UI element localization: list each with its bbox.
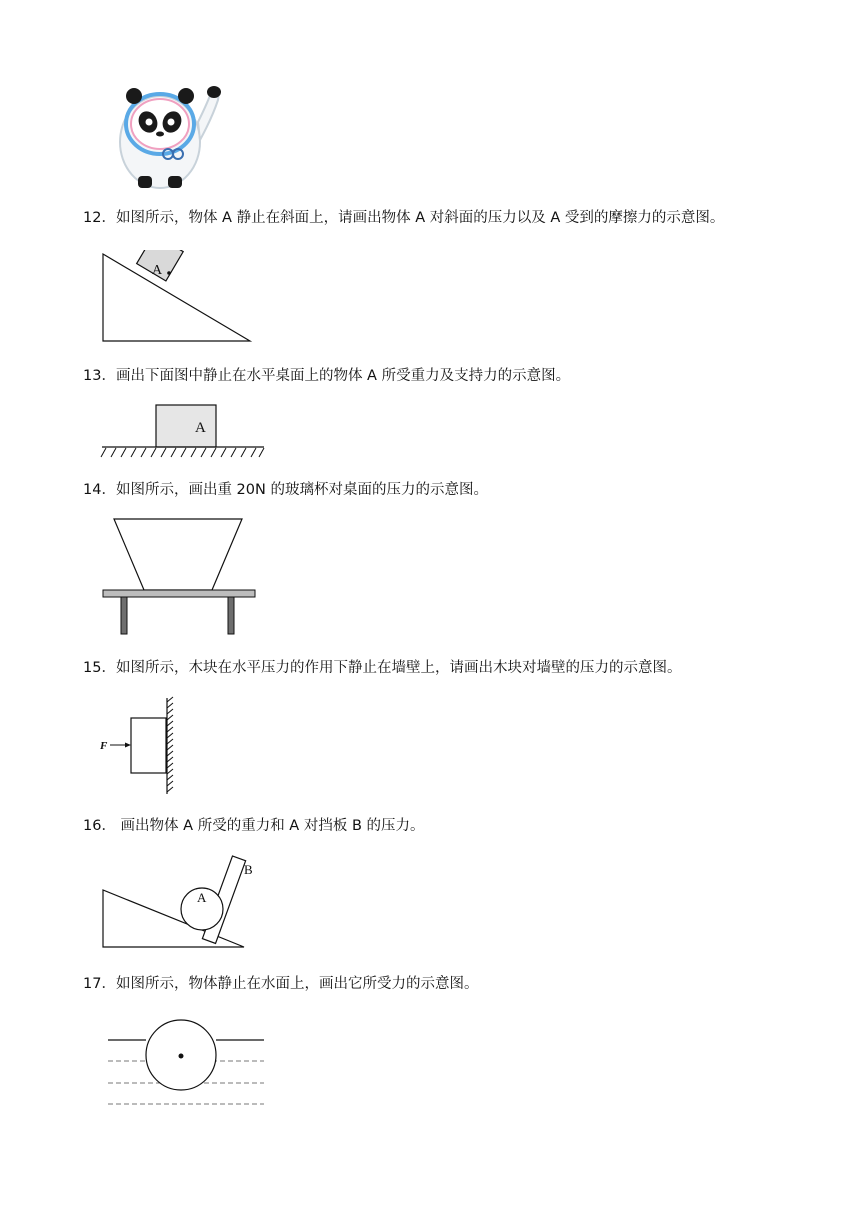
baffle-b-label: B: [244, 862, 253, 877]
question-16: [83, 816, 425, 836]
glass-on-table-diagram: [100, 516, 260, 638]
ball-baffle-diagram: [100, 854, 256, 952]
force-arrow-head: [125, 743, 131, 748]
question-14: [83, 480, 488, 500]
wooden-block: [131, 718, 166, 773]
ball-a-label: A: [197, 890, 207, 905]
question-number: 16．: [83, 818, 116, 834]
question-text: 如图所示，物体静止在水面上，画出它所受力的示意图。: [115, 976, 479, 992]
ground-hatching: [101, 448, 264, 457]
block-a-label: A: [195, 420, 206, 436]
block-a-label: A: [152, 263, 163, 278]
question-13: [83, 366, 570, 386]
table-leg-left: [121, 597, 127, 634]
mascot-panda-icon: [120, 86, 221, 188]
question-number: 14．: [83, 482, 116, 498]
block-on-wall-diagram: [96, 694, 182, 798]
question-text: 如图所示，画出重 20N 的玻璃杯对桌面的压力的示意图。: [115, 482, 488, 498]
question-number: 12．: [83, 210, 116, 226]
incline-triangle: [103, 254, 250, 341]
floating-object-diagram: [104, 1016, 268, 1112]
block-a: [156, 405, 216, 447]
table-top: [103, 590, 255, 597]
question-text: 画出物体 A 所受的重力和 A 对挡板 B 的压力。: [115, 818, 425, 834]
question-number: 15．: [83, 660, 116, 676]
ball-center-dot: [179, 1054, 184, 1059]
question-text: 如图所示，物体 A 静止在斜面上，请画出物体 A 对斜面的压力以及 A 受到的摩擦力的示意图。: [115, 210, 725, 226]
question-number: 13．: [83, 368, 116, 384]
wall-hatching: [167, 697, 173, 792]
question-12: [83, 208, 724, 228]
question-15: [83, 658, 681, 678]
question-number: 17．: [83, 976, 116, 992]
force-label: F: [100, 740, 108, 752]
question-text: 画出下面图中静止在水平桌面上的物体 A 所受重力及支持力的示意图。: [115, 368, 571, 384]
table-block-diagram: [98, 402, 268, 462]
incline-block-diagram: [100, 250, 256, 346]
mascot-image: [108, 82, 226, 192]
glass-cup: [114, 519, 242, 590]
question-text: 如图所示，木块在水平压力的作用下静止在墙壁上，请画出木块对墙壁的压力的示意图。: [115, 660, 682, 676]
table-leg-right: [228, 597, 234, 634]
block-a-center-dot: [167, 271, 171, 275]
question-17: [83, 974, 478, 994]
